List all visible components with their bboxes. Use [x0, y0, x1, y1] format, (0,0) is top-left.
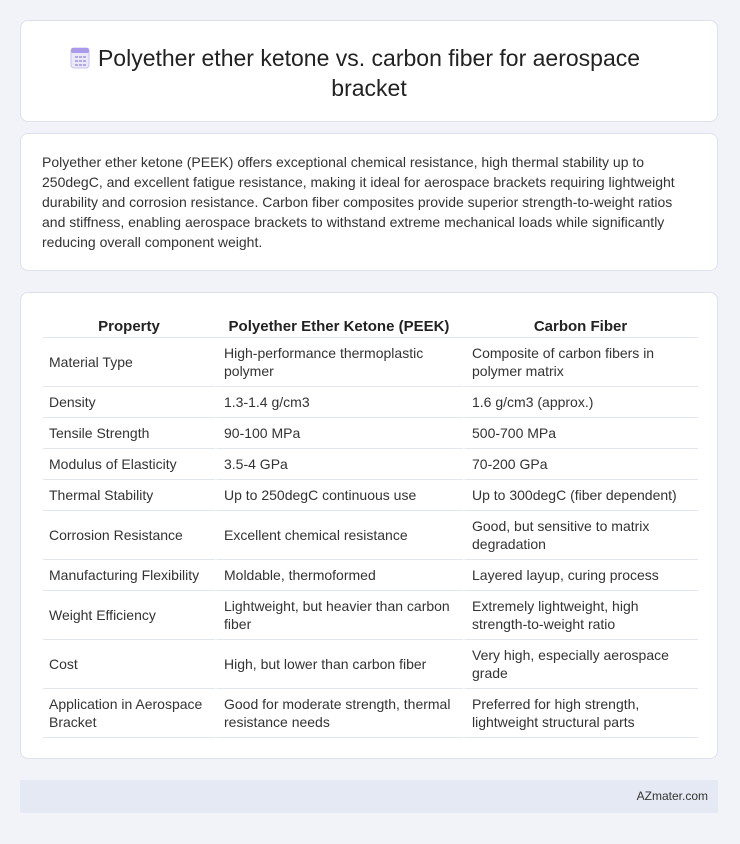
table-row: [43, 338, 698, 387]
column-header-property: Property: [43, 315, 215, 338]
table-row: [43, 560, 698, 591]
peek-cell: High, but lower than carbon fiber: [215, 640, 463, 689]
table-row: [43, 689, 698, 738]
carbon-fiber-cell: Composite of carbon fibers in polymer matrix: [463, 338, 698, 387]
table-row: [43, 418, 698, 449]
title-card: [20, 20, 718, 122]
carbon-fiber-cell: Layered layup, curing process: [463, 560, 698, 591]
carbon-fiber-cell: Up to 300degC (fiber dependent): [463, 480, 698, 511]
page-title: Polyether ether ketone vs. carbon fiber for aerospace bracket: [97, 45, 641, 101]
carbon-fiber-cell: Good, but sensitive to matrix degradation: [463, 511, 698, 560]
property-cell: Modulus of Elasticity: [43, 449, 215, 480]
carbon-fiber-cell: Extremely lightweight, high strength-to-weight ratio: [463, 591, 698, 640]
peek-cell: High-performance thermoplastic polymer: [215, 338, 463, 387]
property-cell: Corrosion Resistance: [43, 511, 215, 560]
carbon-fiber-cell: Very high, especially aerospace grade: [463, 640, 698, 689]
table-row: [43, 449, 698, 480]
peek-cell: Lightweight, but heavier than carbon fiber: [215, 591, 463, 640]
carbon-fiber-cell: 70-200 GPa: [463, 449, 698, 480]
comparison-table: [43, 315, 698, 738]
footer-bar: [20, 780, 718, 813]
peek-cell: Moldable, thermoformed: [215, 560, 463, 591]
peek-cell: 3.5-4 GPa: [215, 449, 463, 480]
table-row: [43, 387, 698, 418]
peek-cell: 90-100 MPa: [215, 418, 463, 449]
footer-brand-link[interactable]: AZmater.com: [636, 789, 708, 803]
property-cell: Tensile Strength: [43, 418, 215, 449]
table-row: [43, 511, 698, 560]
peek-cell: Up to 250degC continuous use: [215, 480, 463, 511]
property-cell: Material Type: [43, 338, 215, 387]
table-header-row: [43, 315, 698, 338]
peek-cell: 1.3-1.4 g/cm3: [215, 387, 463, 418]
peek-cell: Excellent chemical resistance: [215, 511, 463, 560]
peek-cell: Good for moderate strength, thermal resistance needs: [215, 689, 463, 738]
intro-paragraph: Polyether ether ketone (PEEK) offers exceptional chemical resistance, high thermal stability up to 250degC, and excellent fatigue resistance, making it ideal for aerospace brackets requiring lightweight durability and corrosion resistance. Carbon fiber composites provide superior strength-to-weight ratios and stiffness, enabling aerospace brackets to withstand extreme mechanical loads while significantly reducing overall component weight.: [42, 154, 675, 250]
property-cell: Cost: [43, 640, 215, 689]
property-cell: Thermal Stability: [43, 480, 215, 511]
column-header-peek: Polyether Ether Ketone (PEEK): [215, 315, 463, 338]
table-row: [43, 591, 698, 640]
table-row: [43, 480, 698, 511]
carbon-fiber-cell: 1.6 g/cm3 (approx.): [463, 387, 698, 418]
table-row: [43, 640, 698, 689]
comparison-card: [20, 292, 718, 759]
column-header-carbon-fiber: Carbon Fiber: [463, 315, 698, 338]
carbon-fiber-cell: 500-700 MPa: [463, 418, 698, 449]
property-cell: Application in Aerospace Bracket: [43, 689, 215, 738]
property-cell: Density: [43, 387, 215, 418]
carbon-fiber-cell: Preferred for high strength, lightweight structural parts: [463, 689, 698, 738]
intro-card: [20, 133, 718, 271]
property-cell: Weight Efficiency: [43, 591, 215, 640]
property-cell: Manufacturing Flexibility: [43, 560, 215, 591]
